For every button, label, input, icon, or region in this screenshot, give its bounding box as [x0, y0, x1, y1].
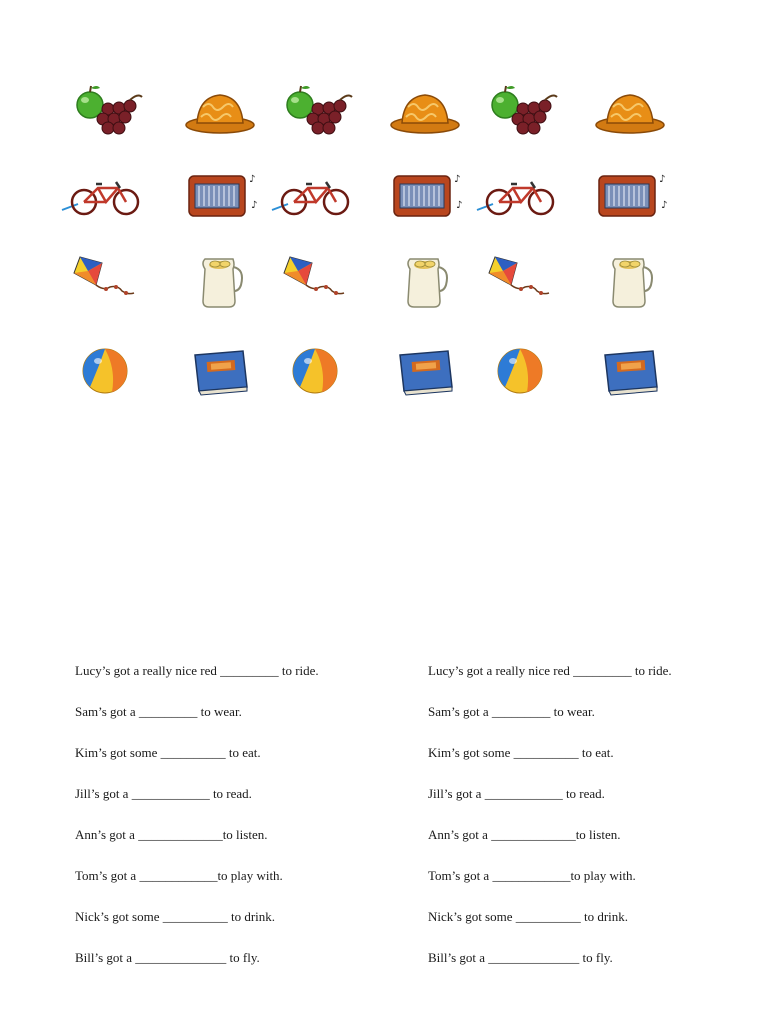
sentence: Tom’s got a ____________to play with. [428, 868, 636, 883]
sentence: Nick’s got some __________ to drink. [75, 909, 276, 924]
exercise-left-column [75, 662, 375, 990]
radio-icon [585, 160, 675, 230]
bicycle-icon [475, 160, 565, 230]
sentence: Bill’s got a ______________ to fly. [75, 950, 260, 965]
book-icon [585, 335, 675, 405]
book-icon [380, 335, 470, 405]
picture-grid [60, 70, 700, 410]
hat-icon [175, 75, 265, 145]
bicycle-icon [270, 160, 360, 230]
hat-icon [380, 75, 470, 145]
apple-grapes-icon [60, 75, 150, 145]
book-icon [175, 335, 265, 405]
sentence: Kim’s got some __________ to eat. [428, 745, 614, 760]
sentence: Sam’s got a _________ to wear. [75, 704, 242, 719]
sentence: Lucy’s got a really nice red _________ to ride. [428, 663, 672, 678]
sentence: Bill’s got a ______________ to fly. [428, 950, 613, 965]
jug-icon [380, 245, 470, 315]
sentence: Ann’s got a _____________to listen. [75, 827, 268, 842]
radio-icon [380, 160, 470, 230]
sentence: Tom’s got a ____________to play with. [75, 868, 283, 883]
apple-grapes-icon [270, 75, 360, 145]
apple-grapes-icon [475, 75, 565, 145]
ball-icon [270, 335, 360, 405]
jug-icon [175, 245, 265, 315]
sentence: Sam’s got a _________ to wear. [428, 704, 595, 719]
bicycle-icon [60, 160, 150, 230]
ball-icon [475, 335, 565, 405]
sentence: Jill’s got a ____________ to read. [75, 786, 252, 801]
sentence: Jill’s got a ____________ to read. [428, 786, 605, 801]
sentence: Kim’s got some __________ to eat. [75, 745, 261, 760]
ball-icon [60, 335, 150, 405]
jug-icon [585, 245, 675, 315]
kite-icon [270, 245, 360, 315]
sentence: Lucy’s got a really nice red _________ to ride. [75, 663, 319, 678]
kite-icon [475, 245, 565, 315]
hat-icon [585, 75, 675, 145]
radio-icon [175, 160, 265, 230]
sentence: Ann’s got a _____________to listen. [428, 827, 621, 842]
exercise-right-column [428, 662, 678, 990]
kite-icon [60, 245, 150, 315]
sentence: Nick’s got some __________ to drink. [428, 909, 629, 924]
